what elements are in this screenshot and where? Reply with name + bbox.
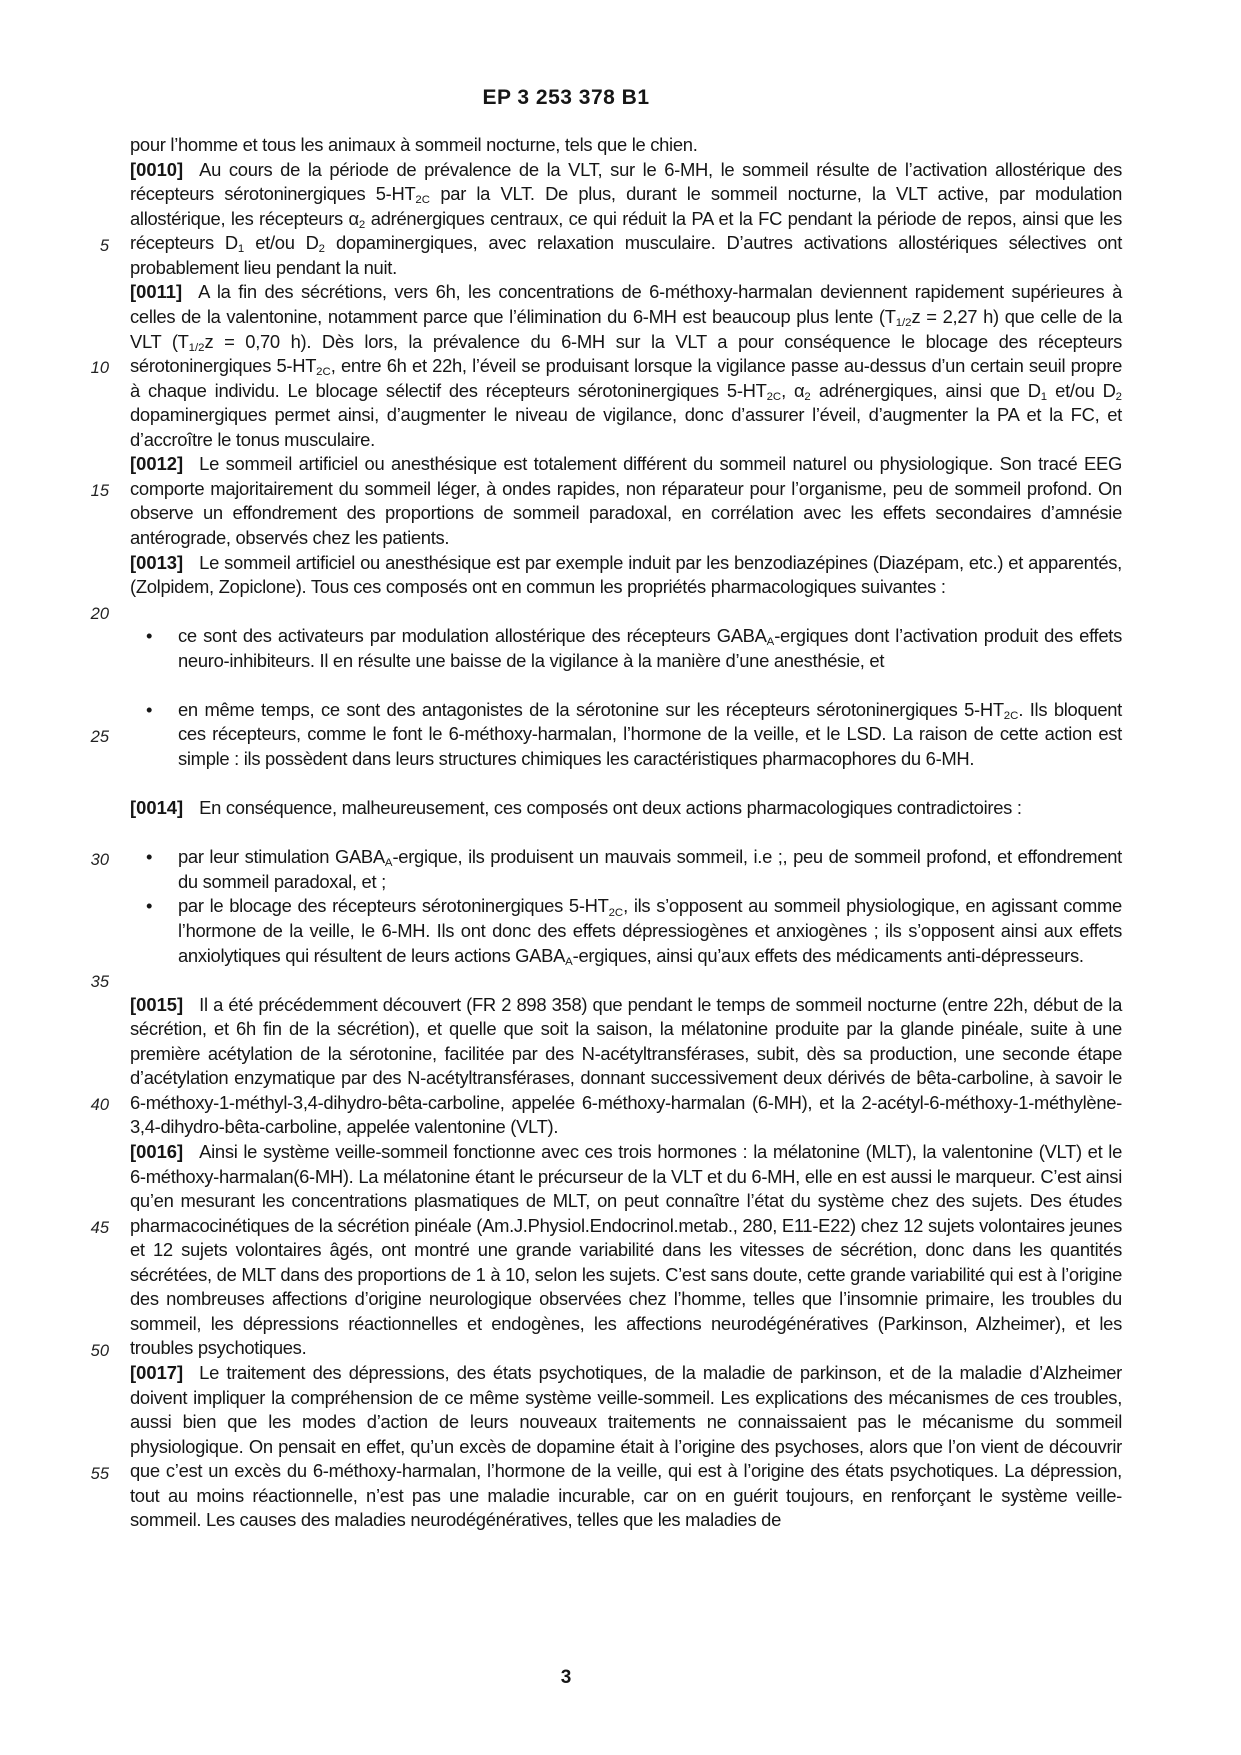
paragraph-tag: [0011]	[130, 281, 183, 303]
page-number: 3	[560, 1667, 572, 1688]
line-number: 25	[90, 727, 109, 746]
paragraph-text: En conséquence, malheureusement, ces composés ont deux actions pharmacologiques contradictoires :	[199, 797, 1022, 819]
paragraph	[130, 133, 1122, 158]
line-number-margin	[60, 0, 109, 1755]
paragraph-tag: [0013]	[130, 551, 184, 573]
paragraph	[130, 796, 1122, 821]
paragraph-tag: [0012]	[130, 453, 184, 475]
paragraph-text: Ainsi le système veille-sommeil fonctionne avec ces trois hormones : la mélatonine (MLT), la valentonine (VLT) et le 6-méthoxy-harmalan(6-MH). La mélatonine étant le précurseur de la VLT et du 6-MH, elle en est aussi le marqueur. C’est ainsi qu’en mesurant les concentrations plasmatiques de MLT, on peut connaître l’état du système chez des sujets. Des études pharmacocinétiques de la sécrétion pinéale (Am.J.Physiol.Endocrinol.metab., 280, E11-E22) chez 12 sujets volontaires jeunes et 12 sujets volontaires âgés, ont montré une grande variabilité dans les vitesses de sécrétion, donc dans les quantités sécrétées, de MLT dans des proportions de 1 à 10, selon les sujets. C’est sans doute, cette grande variabilité qui est à l’origine des nombreuses affections d’origine neurologique observées chez l’homme, telles que l’insomnie primaire, les troubles du sommeil, les dépressions réactionnelles et endogènes, les affections neurodégénératives (Parkinson, Alzheimer), et les troubles psychotiques.	[130, 1140, 1122, 1359]
paragraph-text: pour l’homme et tous les animaux à sommeil nocturne, tels que le chien.	[130, 134, 698, 155]
paragraph-text: A la fin des sécrétions, vers 6h, les concentrations de 6-méthoxy-harmalan deviennent rapidement supérieures à celles de la valentonine, notamment parce que l’élimination du 6-MH est beaucoup plus lente ($T_{1/2}z = 2,27$ h) que celle de la VLT ($T_{1/2}z = 0,70$ h). Dès lors, la prévalence du 6-MH sur la VLT a pour conséquence le blocage des récepteurs sérotoninergiques $5-HT_{2C}$, entre 6h et 22h, l’éveil se produisant lorsque la vigilance passe au-dessus d’un certain seuil propre à chaque individu. Le blocage sélectif des récepteurs sérotoninergiques $5-HT_{2C}$, $\alpha_2$ adrénergiques, ainsi que $D_1$ et/ou $D_2$ dopaminergiques permet ainsi, d’augmenter le niveau de vigilance, donc d’assurer l’éveil, d’augmenter la PA et la FC, et d’accroître le tonus musculaire.	[130, 281, 1123, 450]
paragraph-text: Le sommeil artificiel ou anesthésique est totalement différent du sommeil naturel ou physiologique. Son tracé EEG comporte majoritairement du sommeil léger, à ondes rapides, non réparateur pour l’organisme, peu de sommeil profond. On observe un effondrement des proportions de sommeil paradoxal, en corrélation avec les effets secondaires d’amnésie antérograde, observés chez les patients.	[130, 453, 1122, 548]
paragraph	[130, 1361, 1122, 1533]
paragraph-tag: [0017]	[130, 1362, 184, 1384]
paragraph-text: par leur stimulation $GABA_A$-ergique, ils produisent un mauvais sommeil, i.e ;, peu de sommeil profond, et effondrement du sommeil paradoxal, et ;	[178, 846, 1122, 892]
patent-body-text	[130, 133, 1122, 1533]
line-number: 45	[90, 1218, 109, 1237]
line-number: 30	[90, 850, 109, 869]
bullet-icon: •	[146, 698, 153, 720]
paragraph	[130, 1140, 1122, 1361]
paragraph-text: ce sont des activateurs par modulation allostérique des récepteurs $GABA_A$-ergiques dont l’activation produit des effets neuro-inhibiteurs. Il en résulte une baisse de la vigilance à la manière d’une anesthésie, et	[178, 625, 1122, 671]
paragraph-text: en même temps, ce sont des antagonistes de la sérotonine sur les récepteurs sérotoninergiques $5-HT_{2C}$. Ils bloquent ces récepteurs, comme le font le 6-méthoxy-harmalan, l’hormone de la veille, et le LSD. La raison de cette action est simple : ils possèdent dans leurs structures chimiques les caractéristiques pharmacophores du 6-MH.	[178, 698, 1122, 770]
bullet-icon: •	[146, 895, 153, 917]
paragraph-text: Au cours de la période de prévalence de la VLT, sur le 6-MH, le sommeil résulte de l’activation allostérique des récepteurs sérotoninergiques $5-HT_{2C}$ par la VLT. De plus, durant le sommeil nocturne, la VLT active, par modulation allostérique, les récepteurs $\alpha_2$ adrénergiques centraux, ce qui réduit la PA et la FC pendant la période de repos, ainsi que les récepteurs $D_1$ et/ou $D_2$ dopaminergiques, avec relaxation musculaire. D’autres activations allostériques sélectives ont probablement lieu pendant la nuit.	[130, 158, 1122, 278]
document-number: EP 3 253 378 B1	[482, 86, 650, 109]
bullet-item	[130, 624, 1122, 673]
paragraph	[130, 280, 1122, 452]
paragraph-tag: [0016]	[130, 1140, 184, 1162]
paragraph-text: Il a été précédemment découvert (FR 2 898 358) que pendant le temps de sommeil nocturne (entre 22h, début de la sécrétion, et 6h fin de la sécrétion), et quelle que soit la saison, la mélatonine produite par la glande pinéale, suite à une première acétylation de la sérotonine, facilitée par des N-acétyltransférases, subit, dès sa production, une seconde étape d’acétylation enzymatique par des N-acétyltransférases, donnant successivement deux dérivés de bêta-carboline, à savoir le 6-méthoxy-1-méthyl-3,4-dihydro-bêta-carboline, appelée 6-méthoxy-harmalan (6-MH), et la 2-acétyl-6-méthoxy-1-méthylène-3,4-dihydro-bêta-carboline, appelée valentonine (VLT).	[130, 993, 1122, 1138]
bullet-item	[130, 698, 1122, 772]
paragraph-tag: [0010]	[130, 158, 184, 180]
paragraph-tag: [0014]	[130, 797, 184, 819]
line-number: 5	[99, 236, 109, 255]
line-number: 20	[90, 604, 109, 623]
line-number: 10	[90, 359, 109, 378]
bullet-icon: •	[146, 625, 153, 647]
bullet-item	[130, 845, 1122, 894]
line-number: 40	[90, 1096, 109, 1115]
bullet-item	[130, 894, 1122, 968]
paragraph-text: par le blocage des récepteurs sérotoninergiques $5-HT_{2C}$, ils s’opposent au sommeil physiologique, en agissant comme l’hormone de la veille, le 6-MH. Ils ont donc des effets dépressiogènes et anxiogènes ; ils s’opposent ainsi aux effets anxiolytiques qui résultent de leurs actions $GABA_A$-ergiques, ainsi qu’aux effets des médicaments anti-dépresseurs.	[178, 895, 1122, 968]
paragraph	[130, 452, 1122, 550]
paragraph	[130, 158, 1122, 281]
paragraph	[130, 993, 1122, 1140]
paragraph-tag: [0015]	[130, 993, 184, 1015]
paragraph-text: Le sommeil artificiel ou anesthésique est par exemple induit par les benzodiazépines (Diazépam, etc.) et apparentés, (Zolpidem, Zopiclone). Tous ces composés ont en commun les propriétés pharmacologiques suivantes :	[130, 551, 1122, 598]
line-number: 15	[90, 482, 109, 501]
bullet-icon: •	[146, 846, 153, 868]
paragraph	[130, 551, 1122, 600]
line-number: 35	[90, 973, 109, 992]
paragraph-text: Le traitement des dépressions, des états psychotiques, de la maladie de parkinson, et de la maladie d’Alzheimer doivent impliquer la compréhension de ce même système veille-sommeil. Les explications des mécanismes de ces troubles, aussi bien que les modes d’action de leurs nouveaux traitements ne connaissaient pas le mécanisme du sommeil physiologique. On pensait en effet, qu’un excès de dopamine était à l’origine des psychoses, alors que l’on vient de découvrir que c’est un excès du 6-méthoxy-harmalan, l’hormone de la veille, qui est à l’origine des états psychotiques. La dépression, tout au moins réactionnelle, n’est pas une maladie incurable, car on en guérit toujours, en renforçant le système veille-sommeil. Les causes des maladies neurodégénératives, telles que les maladies de	[130, 1362, 1122, 1531]
line-number: 55	[90, 1464, 109, 1483]
line-number: 50	[90, 1341, 109, 1360]
